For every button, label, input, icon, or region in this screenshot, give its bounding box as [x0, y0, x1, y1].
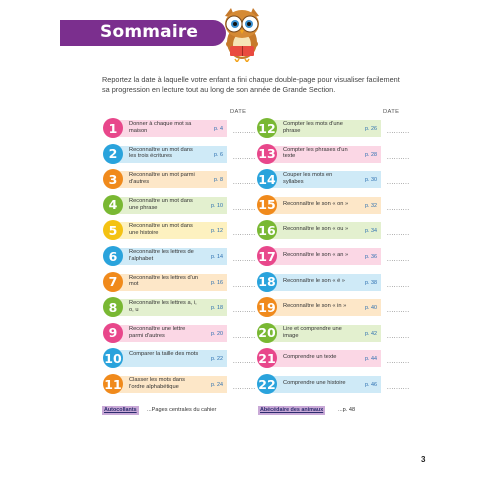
toc-row — [103, 272, 273, 292]
toc-item-label: Comprendre un texte — [283, 354, 337, 361]
toc-row — [257, 144, 427, 164]
toc-row — [103, 246, 273, 266]
toc-row — [103, 144, 273, 164]
toc-page-ref: p. 40 — [365, 305, 377, 312]
toc-number-badge: 14 — [257, 169, 277, 189]
date-field[interactable]: .......... — [387, 308, 410, 315]
toc-item-label: Reconnaître le son « an » — [283, 252, 349, 258]
toc-item-label: Classer les mots dans l'ordre alphabétique — [129, 377, 185, 390]
date-field[interactable]: .......... — [233, 205, 256, 212]
toc-number-badge: 19 — [257, 297, 277, 317]
date-field[interactable]: .......... — [387, 154, 410, 161]
toc-page-ref: p. 16 — [211, 279, 223, 286]
toc-item-label: Comprendre une histoire — [283, 380, 346, 386]
toc-item-label: Reconnaître les lettres d'un mot — [129, 274, 199, 288]
animals-text: ...p. 48 — [338, 407, 356, 413]
date-header-left: DATE — [230, 109, 247, 115]
toc-number-badge: 13 — [257, 144, 277, 164]
stickers-tag: Autocollants — [104, 407, 137, 413]
toc-row — [103, 220, 273, 240]
toc-number-badge: 16 — [257, 220, 277, 240]
toc-item-label: Reconnaître les lettres a, i, o, u — [129, 300, 197, 313]
toc-row — [257, 272, 427, 292]
toc-number-badge: 17 — [257, 246, 277, 266]
toc-number-badge: 8 — [103, 297, 123, 317]
toc-number-badge: 4 — [103, 195, 123, 215]
toc-row — [103, 297, 273, 317]
toc-page-ref: p. 12 — [211, 228, 223, 235]
toc-row — [103, 169, 273, 189]
toc-page-ref: p. 10 — [211, 202, 223, 209]
toc-page-ref: p. 42 — [365, 330, 377, 337]
toc-page-ref: p. 28 — [365, 151, 377, 158]
toc-number-badge: 6 — [103, 246, 123, 266]
toc-number-badge: 3 — [103, 169, 123, 189]
toc-item-label: Lire et comprendre une image — [283, 325, 342, 339]
toc-page-ref: p. 38 — [365, 279, 377, 286]
date-field[interactable]: .......... — [387, 231, 410, 238]
toc-page-ref: p. 24 — [211, 382, 223, 388]
toc-item-label: Comparer la taille des mots — [129, 351, 199, 358]
toc-page-ref: p. 14 — [211, 254, 223, 260]
toc-page-ref: p. 6 — [214, 151, 223, 158]
date-field[interactable]: .......... — [233, 154, 256, 161]
date-field[interactable]: .......... — [387, 257, 410, 263]
toc-page-ref: p. 46 — [365, 382, 377, 388]
toc-item-label: Donner à chaque mot sa maison — [129, 121, 192, 134]
toc-number-badge: 15 — [257, 195, 277, 215]
toc-page-ref: p. 4 — [214, 126, 223, 132]
toc-item-label: Reconnaître le son « in » — [283, 303, 347, 310]
date-field[interactable]: .......... — [233, 129, 256, 135]
toc-item-label: Reconnaître le son « on » — [283, 200, 349, 207]
toc-item-label: Reconnaître un mot dans une phrase — [129, 197, 193, 211]
page-title: Sommaire — [100, 22, 199, 42]
date-field[interactable]: .......... — [387, 333, 410, 340]
toc-item-label: Compter les phrases d'un texte — [283, 146, 348, 160]
toc-row — [257, 195, 427, 215]
toc-row — [103, 348, 273, 368]
date-field[interactable]: .......... — [233, 333, 256, 340]
toc-number-badge: 7 — [103, 272, 123, 292]
date-field[interactable]: .......... — [233, 180, 256, 187]
toc-row — [257, 348, 427, 368]
toc-item-label: Couper les mots en syllabes — [283, 172, 333, 185]
toc-row — [257, 297, 427, 317]
toc-number-badge: 22 — [257, 374, 277, 394]
date-field[interactable]: .......... — [387, 359, 410, 366]
date-field[interactable]: .......... — [387, 282, 410, 289]
toc-number-badge: 12 — [257, 118, 277, 138]
toc-page-ref: p. 20 — [211, 330, 223, 337]
toc-item-label: Reconnaître un mot dans les trois écritures — [129, 146, 193, 160]
toc-number-badge: 1 — [103, 118, 123, 138]
owl-mascot-icon — [219, 6, 265, 62]
toc-page-ref: p. 36 — [365, 254, 377, 260]
stickers-text: ...Pages centrales du cahier — [147, 407, 217, 413]
toc-row — [103, 323, 273, 343]
toc-page-ref: p. 34 — [365, 228, 377, 235]
date-field[interactable]: .......... — [233, 359, 256, 366]
date-field[interactable]: .......... — [387, 205, 410, 212]
toc-number-badge: 2 — [103, 144, 123, 164]
date-field[interactable]: .......... — [387, 180, 410, 187]
toc-page-ref: p. 8 — [214, 177, 223, 184]
page-number: 3 — [421, 455, 426, 464]
date-field[interactable]: .......... — [233, 385, 256, 391]
toc-item-label: Reconnaître un mot dans une histoire — [129, 223, 193, 237]
toc-page-ref: p. 22 — [211, 356, 223, 363]
date-field[interactable]: .......... — [233, 231, 256, 238]
toc-row — [103, 195, 273, 215]
animals-tag: Abécédaire des animaux — [260, 407, 324, 413]
toc-row — [103, 118, 273, 138]
toc-page-ref: p. 18 — [211, 305, 223, 312]
toc-page-ref: p. 30 — [365, 177, 377, 184]
toc-row — [257, 374, 427, 394]
toc-item-label: Reconnaître le son « ou » — [283, 226, 349, 233]
toc-item-label: Reconnaître une lettre parmi d'autres — [129, 325, 186, 339]
date-field[interactable]: .......... — [387, 385, 410, 391]
intro-text: Reportez la date à laquelle votre enfant a fini chaque double-page pour visualiser facilement sa progression en lecture tout au long de son année de Grande Section. — [102, 75, 400, 94]
toc-item-label: Reconnaître un mot parmi d'autres — [129, 172, 195, 185]
toc-number-badge: 21 — [257, 348, 277, 368]
toc-item-label: Compter les mots d'une phrase — [283, 121, 343, 134]
date-header-right: DATE — [383, 109, 400, 115]
toc-item-label: Reconnaître le son « é » — [283, 277, 345, 284]
toc-row — [257, 118, 427, 138]
toc-page-ref: p. 44 — [365, 356, 377, 363]
date-field[interactable]: .......... — [233, 282, 256, 289]
date-field[interactable]: .......... — [387, 129, 410, 135]
toc-number-badge: 9 — [103, 323, 123, 343]
toc-row — [257, 323, 427, 343]
date-field[interactable]: .......... — [233, 257, 256, 263]
toc-number-badge: 18 — [257, 272, 277, 292]
toc-row — [103, 374, 273, 394]
toc-row — [257, 169, 427, 189]
toc-number-badge: 5 — [103, 220, 123, 240]
toc-row — [257, 246, 427, 266]
toc-page-ref: p. 26 — [365, 126, 377, 132]
date-field[interactable]: .......... — [233, 308, 256, 315]
toc-item-label: Reconnaître les lettres de l'alphabet — [129, 249, 194, 262]
toc-row — [257, 220, 427, 240]
toc-number-badge: 11 — [103, 374, 123, 394]
toc-number-badge: 10 — [103, 348, 123, 368]
toc-number-badge: 20 — [257, 323, 277, 343]
toc-page-ref: p. 32 — [365, 202, 377, 209]
